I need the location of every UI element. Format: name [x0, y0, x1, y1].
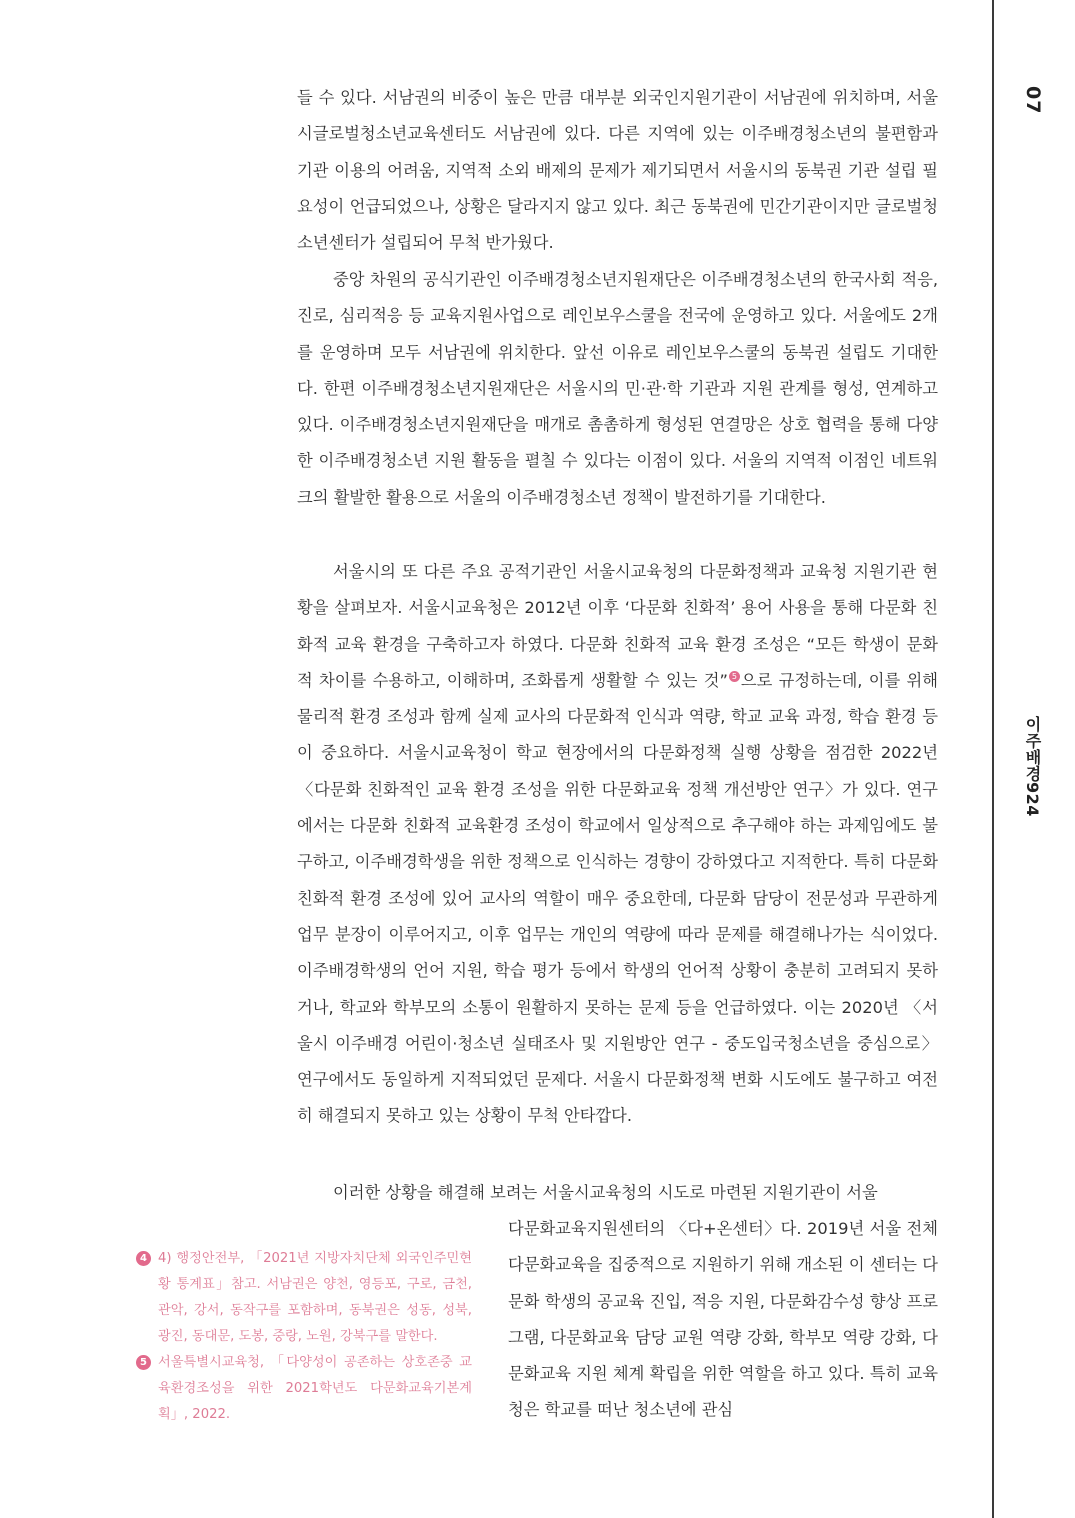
footnote-reference-5[interactable]: 5 [729, 671, 740, 682]
footnote-5-text: 서울특별시교육청, 「다양성이 공존하는 상호존중 교육환경조성을 위한 2021학년도 다문화교육기본계획」, 2022. [158, 1355, 472, 1422]
footnote-4-text: 4) 행정안전부, 「2021년 지방자치단체 외국인주민현황 통계표」참고. 서남권은 양천, 영등포, 구로, 금천, 관악, 강서, 동작구를 포함하며, 동북권은 성동, 성북, 광진, 동대문, 도봉, 중랑, 노원, 강북구를 말한다. [158, 1251, 472, 1344]
page-number: 07 [1022, 86, 1044, 115]
footnote-4 [136, 1246, 472, 1350]
footnotes [136, 1246, 472, 1428]
body-paragraph-1: 들 수 있다. 서남권의 비중이 높은 만큼 대부분 외국인지원기관이 서남권에 위치하며, 서울시글로벌청소년교육센터도 서남권에 있다. 다른 지역에 있는 이주배경청소년의 불편함과 기관 이용의 어려움, 지역적 소외 배제의 문제가 제기되면서 서울시의 동북권 기관 설립 필요성이 언급되었으나, 상황은 달라지지 않고 있다. 최근 동북권에 민간기관이지만 글로벌청소년센터가 설립되어 무척 반가웠다. [297, 88, 938, 253]
footnote-marker-5: 5 [136, 1355, 151, 1370]
page-edge-rule [992, 0, 994, 1518]
paragraph-3-text-before: 서울시의 또 다른 주요 공적기관인 서울시교육청의 다문화정책과 교육청 지원기관 현황을 살펴보자. 서울시교육청은 2012년 이후 ‘다문화 친화적’ 용어 사용을 통해 다문화 친화적 교육 환경을 구축하고자 하였다. 다문화 친화적 교육 환경 조성은 “모든 학생이 문화적 차이를 수용하고, 이해하며, 조화롭게 생활할 수 있는 것” [297, 562, 938, 690]
body-paragraph-4-first-line: 이러한 상황을 해결해 보려는 서울시교육청의 시도로 마련된 지원기관이 서울 [333, 1183, 878, 1202]
body-paragraph-3 [297, 554, 938, 1135]
body-paragraph-4-rest: 다문화교육지원센터의 〈다+온센터〉다. 2019년 서울 전체 다문화교육을 집중적으로 지원하기 위해 개소된 이 센터는 다문화 학생의 공교육 진입, 적응 지원, 다문화감수성 향상 프로그램, 다문화교육 담당 교원 역량 강화, 학부모 역량 강화, 다문화교육 지원 체계 확립을 위한 역할을 하고 있다. 특히 교육청은 학교를 떠난 청소년에 관심 [508, 1219, 938, 1420]
body-paragraph-2: 중앙 차원의 공식기관인 이주배경청소년지원재단은 이주배경청소년의 한국사회 적응, 진로, 심리적응 등 교육지원사업으로 레인보우스쿨을 전국에 운영하고 있다. 서울에도 2개를 운영하며 모두 서남권에 위치한다. 앞선 이유로 레인보우스쿨의 동북권 설립도 기대한다. 한편 이주배경청소년지원재단은 서울시의 민·관·학 기관과 지원 관계를 형성, 연계하고 있다. 이주배경청소년지원재단을 매개로 촘촘하게 형성된 연결망은 상호 협력을 통해 다양한 이주배경청소년 지원 활동을 펼칠 수 있다는 이점이 있다. 서울의 지역적 이점인 네트워크의 활발한 활용으로 서울의 이주배경청소년 정책이 발전하기를 기대한다. [297, 270, 938, 507]
magazine-title: 이주배경924 [1023, 716, 1042, 817]
footnote-marker-4: 4 [136, 1251, 151, 1266]
paragraph-3-text-after: 으로 규정하는데, 이를 위해 물리적 환경 조성과 함께 실제 교사의 다문화적 인식과 역량, 학교 교육 과정, 학습 환경 등이 중요하다. 서울시교육청이 학교 현장에서의 다문화정책 실행 상황을 점검한 2022년 〈다문화 친화적인 교육 환경 조성을 위한 다문화교육 정책 개선방안 연구〉가 있다. 연구에서는 다문화 친화적 교육환경 조성이 학교에서 일상적으로 추구해야 하는 과제임에도 불구하고, 이주배경학생을 위한 정책으로 인식하는 경향이 강하였다고 지적한다. 특히 다문화 친화적 환경 조성에 있어 교사의 역할이 매우 중요한데, 다문화 담당이 전문성과 무관하게 업무 분장이 이루어지고, 이후 업무는 개인의 역량에 따라 문제를 해결해나가는 식이었다. 이주배경학생의 언어 지원, 학습 평가 등에서 학생의 언어적 상황이 충분히 고려되지 못하거나, 학교와 학부모의 소통이 원활하지 못하는 문제 등을 언급하였다. 이는 2020년 〈서울시 이주배경 어린이·청소년 실태조사 및 지원방안 연구 - 중도입국청소년을 중심으로〉 연구에서도 동일하게 지적되었던 문제다. 서울시 다문화정책 변화 시도에도 불구하고 여전히 해결되지 못하고 있는 상황이 무척 안타깝다. [297, 670, 938, 1126]
footnote-5 [136, 1350, 472, 1428]
